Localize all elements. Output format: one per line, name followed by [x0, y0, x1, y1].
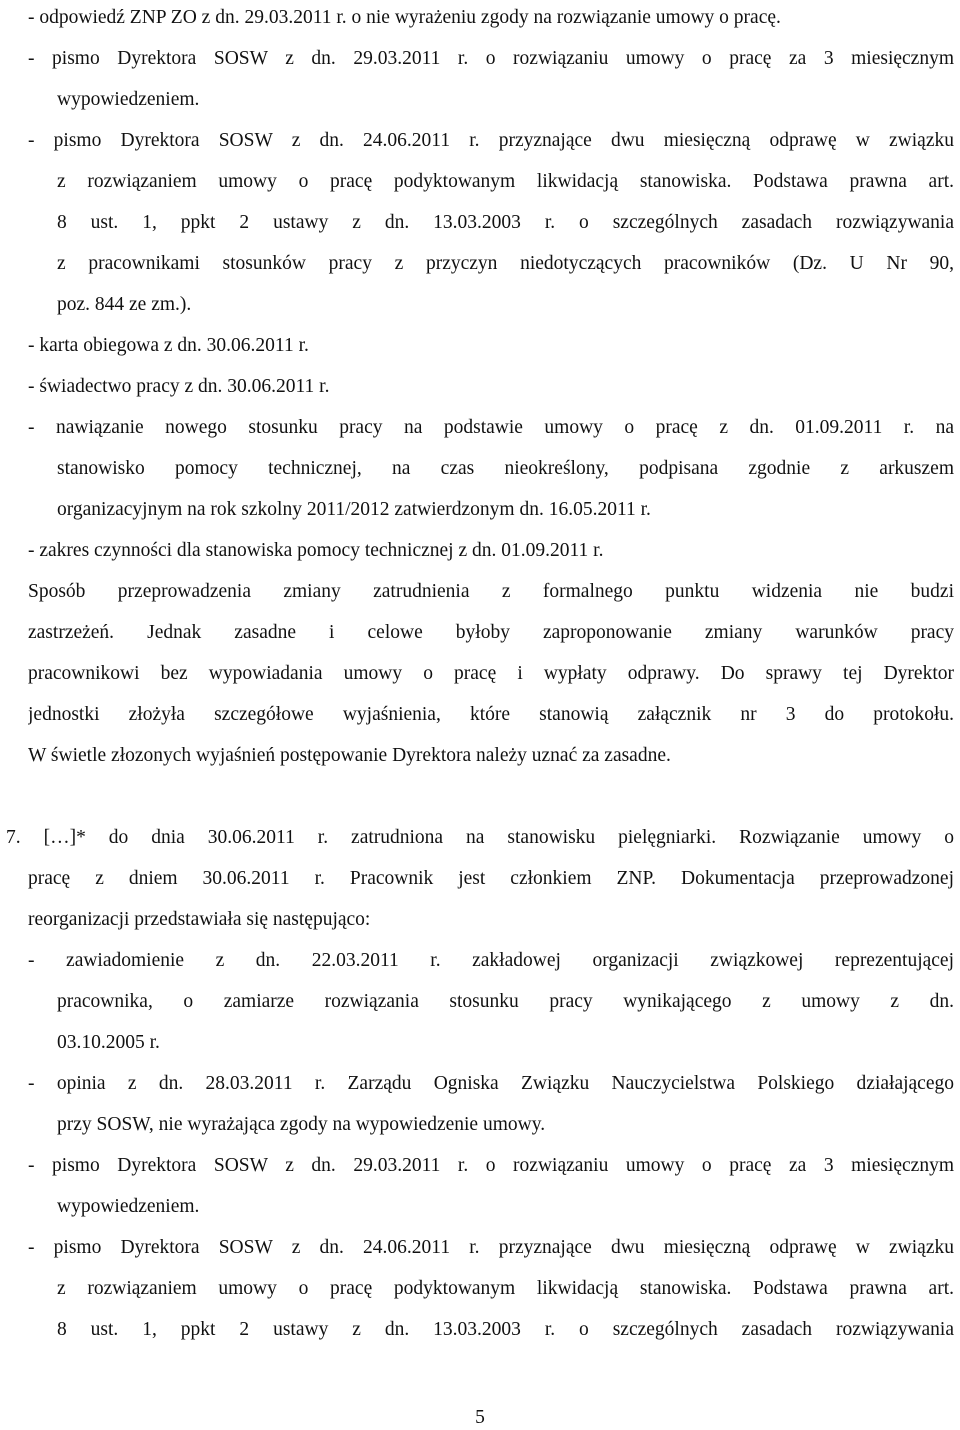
text-line: zastrzeżeń. Jednak zasadne i celowe byłoby zaproponowanie zmiany warunków pracy: [28, 622, 954, 643]
text-line: - pismo Dyrektora SOSW z dn. 29.03.2011 r. o rozwiązaniu umowy o pracę za 3 miesięcznym: [28, 48, 954, 69]
text-line: - odpowiedź ZNP ZO z dn. 29.03.2011 r. o nie wyrażeniu zgody na rozwiązanie umowy o pracę.: [28, 7, 781, 28]
text-line: reorganizacji przedstawiała się następująco:: [28, 909, 371, 930]
text-line: - pismo Dyrektora SOSW z dn. 24.06.2011 r. przyznające dwu miesięczną odprawę w związku: [28, 1237, 954, 1258]
text-line: - zakres czynności dla stanowiska pomocy technicznej z dn. 01.09.2011 r.: [28, 540, 604, 561]
text-line: wypowiedzeniem.: [57, 89, 200, 110]
text-line: z pracownikami stosunków pracy z przyczyn niedotyczących pracowników (Dz. U Nr 90,: [57, 253, 954, 274]
text-line: - karta obiegowa z dn. 30.06.2011 r.: [28, 335, 309, 356]
text-line: 03.10.2005 r.: [57, 1032, 160, 1053]
text-line: - zawiadomienie z dn. 22.03.2011 r. zakładowej organizacji związkowej reprezentującej: [28, 950, 954, 971]
text-line: wypowiedzeniem.: [57, 1196, 200, 1217]
text-line: przy SOSW, nie wyrażająca zgody na wypowiedzenie umowy.: [57, 1114, 546, 1135]
text-line: W świetle złozonych wyjaśnień postępowanie Dyrektora należy uznać za zasadne.: [28, 745, 671, 766]
text-line: - pismo Dyrektora SOSW z dn. 29.03.2011 r. o rozwiązaniu umowy o pracę za 3 miesięcznym: [28, 1155, 954, 1176]
text-line: 7. […]* do dnia 30.06.2011 r. zatrudniona na stanowisku pielęgniarki. Rozwiązanie umowy o: [6, 827, 954, 848]
text-line: organizacyjnym na rok szkolny 2011/2012 zatwierdzonym dn. 16.05.2011 r.: [57, 499, 651, 520]
text-line: pracę z dniem 30.06.2011 r. Pracownik jest członkiem ZNP. Dokumentacja przeprowadzonej: [28, 868, 954, 889]
text-line: Sposób przeprowadzenia zmiany zatrudnienia z formalnego punktu widzenia nie budzi: [28, 581, 954, 602]
text-line: - pismo Dyrektora SOSW z dn. 24.06.2011 r. przyznające dwu miesięczną odprawę w związku: [28, 130, 954, 151]
text-line: - świadectwo pracy z dn. 30.06.2011 r.: [28, 376, 330, 397]
text-line: stanowisko pomocy technicznej, na czas nieokreślony, podpisana zgodnie z arkuszem: [57, 458, 954, 479]
text-line: poz. 844 ze zm.).: [57, 294, 192, 315]
text-line: - nawiązanie nowego stosunku pracy na podstawie umowy o pracę z dn. 01.09.2011 r. na: [28, 417, 954, 438]
text-line: z rozwiązaniem umowy o pracę podyktowanym likwidacją stanowiska. Podstawa prawna art.: [57, 1278, 954, 1299]
page-number: 5: [475, 1407, 485, 1428]
text-line: pracownika, o zamiarze rozwiązania stosunku pracy wynikającego z umowy z dn.: [57, 991, 954, 1012]
text-line: z rozwiązaniem umowy o pracę podyktowanym likwidacją stanowiska. Podstawa prawna art.: [57, 171, 954, 192]
text-line: 8 ust. 1, ppkt 2 ustawy z dn. 13.03.2003 r. o szczególnych zasadach rozwiązywania: [57, 1319, 954, 1340]
text-line: pracownikowi bez wypowiadania umowy o pracę i wypłaty odprawy. Do sprawy tej Dyrektor: [28, 663, 954, 684]
text-line: 8 ust. 1, ppkt 2 ustawy z dn. 13.03.2003 r. o szczególnych zasadach rozwiązywania: [57, 212, 954, 233]
text-line: jednostki złożyła szczegółowe wyjaśnienia, które stanowią załącznik nr 3 do protokołu.: [28, 704, 954, 725]
text-line: - opinia z dn. 28.03.2011 r. Zarządu Ogniska Związku Nauczycielstwa Polskiego działającego: [28, 1073, 954, 1094]
